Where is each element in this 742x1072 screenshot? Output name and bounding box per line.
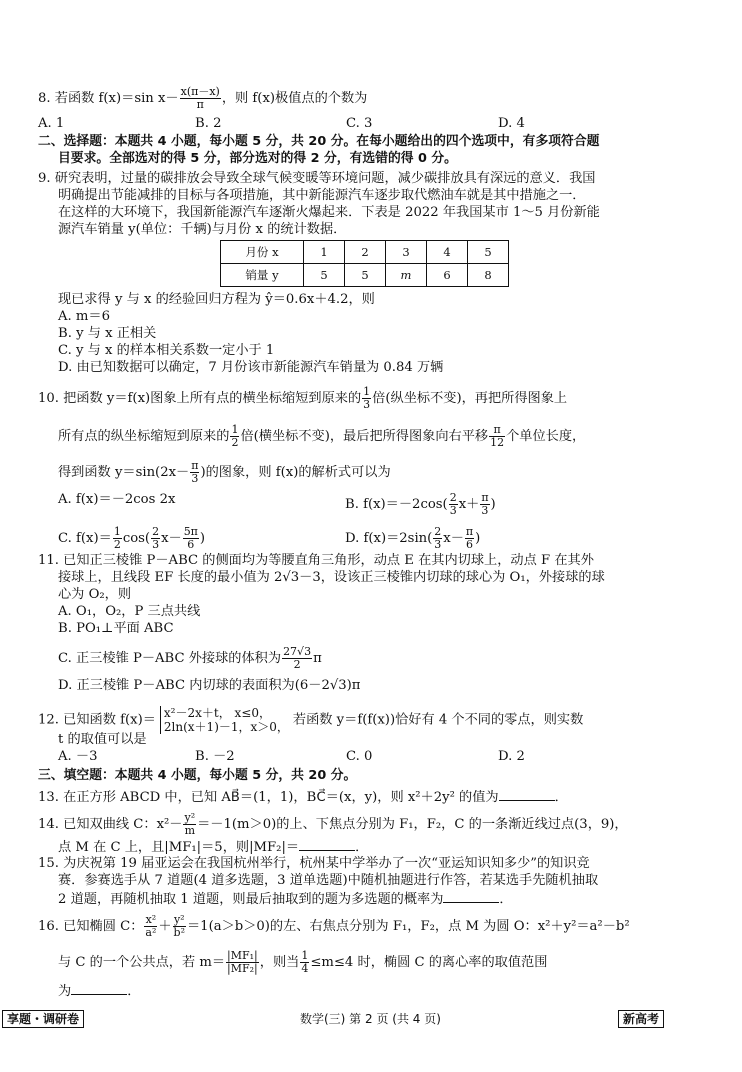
q8-option-c: C. 3 xyxy=(346,116,373,131)
q12-option-c: C. 0 xyxy=(346,749,373,764)
table-cell: 6 xyxy=(427,264,468,287)
footer-left: 享题・调研卷 xyxy=(2,1010,84,1027)
q9-option-a: A. m＝6 xyxy=(58,309,110,324)
section-2-heading: 二、选择题：本题共 4 小题，每小题 5 分，共 20 分。在每小题给出的四个选项中，有多项符合题 xyxy=(38,134,600,149)
q8-option-d: D. 4 xyxy=(498,116,525,131)
fraction: $\frac{\text{|MF₁|}}{\text{|MF₂|}}$ xyxy=(227,949,258,975)
question-8-stem: 8. 若函数 f(x)＝sin x－ $\frac{x(\pi-x)}{\pi}$ ，则 f(x)极值点的个数为 xyxy=(38,85,368,111)
q10-option-b: B. f(x)＝－2cos( $\frac{2}{3}$ x＋ $\frac{\pi}{3}$ ) xyxy=(345,491,496,517)
table-cell: 月份 x xyxy=(221,241,304,264)
q9-line: 源汽车销量 y(单位：千辆)与月份 x 的统计数据． xyxy=(58,222,347,237)
q9-line: 9. 研究表明，过量的碳排放会导致全球气候变暖等环境问题，减少碳排放具有深远的意义．我国 xyxy=(38,171,596,186)
q9-option-c: C. y 与 x 的样本相关系数一定小于 1 xyxy=(58,343,275,358)
answer-blank xyxy=(71,982,127,995)
table-cell: 5 xyxy=(304,264,345,287)
table-cell: 1 xyxy=(304,241,345,264)
table-cell: 4 xyxy=(427,241,468,264)
q10-line-1: 10. 把函数 y＝f(x)图象上所有点的横坐标缩短到原来的 $\frac{1}{3}$ 倍(纵坐标不变)，再把所得图象上 xyxy=(38,385,568,411)
q11-option-c: C. 正三棱锥 P－ABC 外接球的体积为 $\frac{27√3}{2}$ π xyxy=(58,645,322,671)
table-row xyxy=(221,264,509,287)
q11-line: 11. 已知正三棱锥 P－ABC 的侧面均为等腰直角三角形，动点 E 在其内切球上，动点 F 在其外 xyxy=(38,553,594,568)
q14-line-2: 点 M 在 C 上，且|MF₁|＝5，则|MF₂|＝ ． xyxy=(58,840,369,855)
table-cell: 2 xyxy=(345,241,386,264)
fraction: $\frac{2}{3}$ xyxy=(434,525,442,551)
q8-option-b: B. 2 xyxy=(195,116,222,131)
fraction: $\frac{27√3}{2}$ xyxy=(283,645,312,671)
answer-blank xyxy=(443,890,499,903)
table-row xyxy=(221,241,509,264)
fraction: $\frac{\pi}{12}$ xyxy=(490,423,505,449)
fraction: $\frac{\pi}{3}$ xyxy=(191,459,199,485)
answer-blank xyxy=(499,788,555,801)
fraction: $\frac{\text{y²}}{\text{b²}}$ xyxy=(173,913,185,939)
q9-line: 明确提出节能减排的目标与各项措施，其中新能源汽车逐步取代燃油车就是其中措施之一． xyxy=(58,188,586,203)
q16-line-3: 为 ． xyxy=(58,984,141,999)
table-cell: 3 xyxy=(386,241,427,264)
fraction: $\frac{x(\pi-x)}{\pi}$ xyxy=(180,85,220,111)
table-cell: 5 xyxy=(345,264,386,287)
q15-line: 15. 为庆祝第 19 届亚运会在我国杭州举行，杭州某中学举办了一次“亚运知识知多少”的知识竞 xyxy=(38,856,590,871)
fraction: $\frac{\text{y²}}{m}$ xyxy=(184,811,196,837)
table-cell: 5 xyxy=(468,241,509,264)
q9-line: 在这样的大环境下，我国新能源汽车逐渐火爆起来．下表是 2022 年我国某市 1～5 月份新能 xyxy=(58,205,600,220)
answer-blank xyxy=(299,838,355,851)
fraction: $\frac{1}{2}$ xyxy=(113,525,121,551)
table-cell: 销量 y xyxy=(221,264,304,287)
q9-option-b: B. y 与 x 正相关 xyxy=(58,326,157,341)
fraction: $\frac{1}{3}$ xyxy=(363,385,371,411)
table-cell: m xyxy=(386,264,427,287)
q16-line-2: 与 C 的一个公共点，若 m＝ $\frac{\text{|MF₁|}}{\text{|MF₂|}}$ ，则当 $\frac{1}{4}$ ≤m≤4 时，椭圆 C 的离心率的取值范围 xyxy=(58,949,548,975)
q15-line: 赛．参赛选手从 7 道题(4 道多选题，3 道单选题)中随机抽题进行作答，若某选手先随机抽取 xyxy=(58,873,599,888)
fraction: $\frac{5\pi}{6}$ xyxy=(183,525,198,551)
q10-option-a: A. f(x)＝－2cos 2x xyxy=(58,492,176,507)
fraction: $\frac{\text{x²}}{\text{a²}}$ xyxy=(145,913,157,939)
section-2-heading-cont: 目要求。全部选对的得 5 分，部分选对的得 2 分，有选错的得 0 分。 xyxy=(58,151,457,166)
q12-option-d: D. 2 xyxy=(498,749,525,764)
q8-option-a: A. 1 xyxy=(38,116,65,131)
q12-line-2: t 的取值可以是 xyxy=(58,732,147,747)
fraction: $\frac{1}{4}$ xyxy=(301,949,309,975)
fraction: $\frac{1}{2}$ xyxy=(231,423,239,449)
q13-line: 13. 在正方形 ABCD 中，已知 AB⃗＝(1，1)，BC⃗＝(x，y)，则 x²＋2y² 的值为 ． xyxy=(38,790,568,805)
footer-page-info: 数学(三) 第 2 页 (共 4 页) xyxy=(300,1012,441,1026)
q12-option-b: B. －2 xyxy=(195,749,235,764)
q9-data-table xyxy=(220,240,509,287)
q10-line-3: 得到函数 y＝sin(2x－ $\frac{\pi}{3}$ )的图象，则 f(x)的解析式可以为 xyxy=(58,459,391,485)
q11-option-a: A. O₁，O₂，P 三点共线 xyxy=(58,604,201,619)
q14-line-1: 14. 已知双曲线 C：x²－ $\frac{\text{y²}}{m}$ ＝－1(m＞0)的上、下焦点分别为 F₁，F₂，C 的一条渐近线过点(3，9)， xyxy=(38,811,628,837)
fraction: $\frac{2}{3}$ xyxy=(449,491,457,517)
fraction: $\frac{\pi}{3}$ xyxy=(481,491,489,517)
fraction: $\frac{2}{3}$ xyxy=(152,525,160,551)
q12-option-a: A. －3 xyxy=(58,749,98,764)
footer-right: 新高考 xyxy=(618,1010,664,1027)
q9-after: 现已求得 y 与 x 的经验回归方程为 ŷ＝0.6x＋4.2，则 xyxy=(58,292,375,307)
piecewise-cases: x²－2x＋t， x≤0， 2ln(x＋1)－1，x＞0， xyxy=(160,706,289,734)
q11-option-d: D. 正三棱锥 P－ABC 内切球的表面积为(6－2√3)π xyxy=(58,678,361,693)
q11-option-b: B. PO₁⊥平面 ABC xyxy=(58,621,174,636)
q12-line-1: 12. 已知函数 f(x)＝ x²－2x＋t， x≤0， 2ln(x＋1)－1，x＞0， 若函数 y＝f(f(x))恰好有 4 个不同的零点，则实数 xyxy=(38,706,584,734)
q10-line-2: 所有点的纵坐标缩短到原来的 $\frac{1}{2}$ 倍(横坐标不变)，最后把所得图象向右平移 $\frac{\pi}{12}$ 个单位长度， xyxy=(58,423,586,449)
q9-option-d: D. 由已知数据可以确定，7 月份该市新能源汽车销量为 0.84 万辆 xyxy=(58,360,444,375)
q10-option-d: D. f(x)＝2sin( $\frac{2}{3}$ x－ $\frac{\pi}{6}$ ) xyxy=(345,525,481,551)
q11-line: 心为 O₂，则 xyxy=(58,587,132,602)
section-3-heading: 三、填空题：本题共 4 小题，每小题 5 分，共 20 分。 xyxy=(38,768,357,783)
q16-line-1: 16. 已知椭圆 C： $\frac{\text{x²}}{\text{a²}}$ ＋ $\frac{\text{y²}}{\text{b²}}$ ＝1(a＞b＞0)的左、右焦点分别为 F₁，F₂，点 M 为圆 O：x²＋y²＝a²－b² xyxy=(38,913,630,939)
fraction: $\frac{\pi}{6}$ xyxy=(465,525,474,551)
q15-line-3: 2 道题，再随机抽取 1 道题，则最后抽取到的题为多选题的概率为 ． xyxy=(58,892,513,907)
table-cell: 8 xyxy=(468,264,509,287)
q11-line: 接球上，且线段 EF 长度的最小值为 2√3－3，设该正三棱锥内切球的球心为 O₁，外接球的球 xyxy=(58,570,605,585)
q10-option-c: C. f(x)＝ $\frac{1}{2}$ cos( $\frac{2}{3}$ x－ $\frac{5\pi}{6}$ ) xyxy=(58,525,206,551)
